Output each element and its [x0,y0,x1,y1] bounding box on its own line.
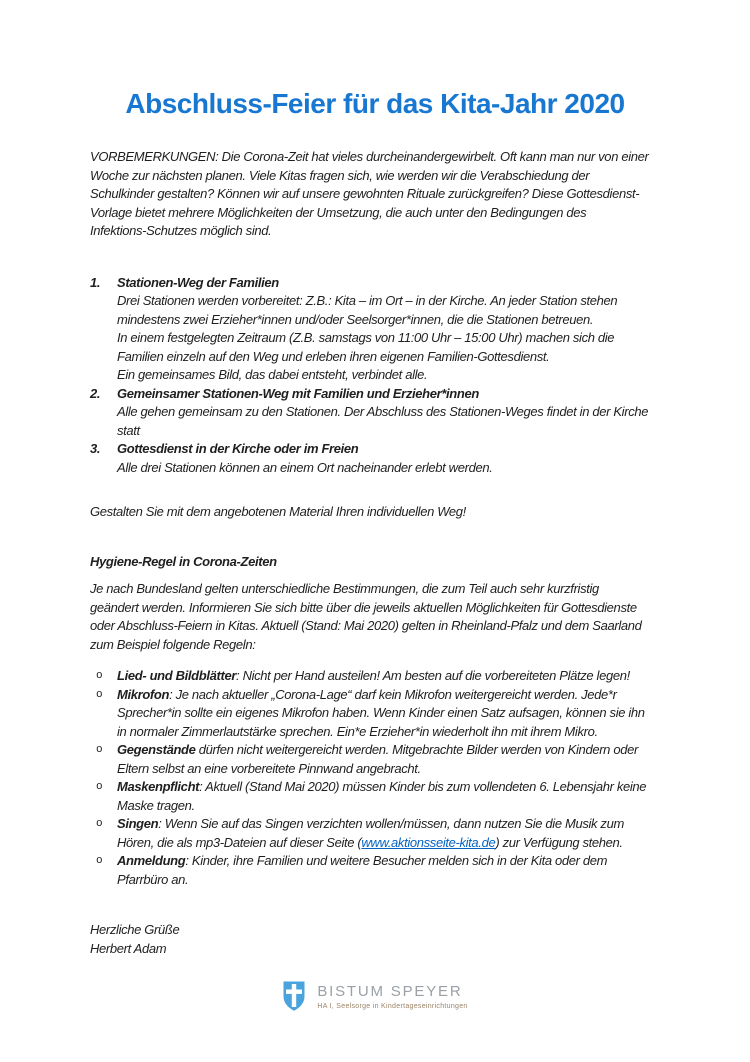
list-item-heading: Gottesdienst in der Kirche oder im Freien [117,441,359,456]
signature-name: Herbert Adam [90,940,167,956]
section-paragraph-line: Je nach Bundesland gelten unterschiedliche Bestimmungen, die zum Teil auch sehr kurzfristig [90,581,599,596]
bullet-text: ) zur Verfügung stehen. [495,834,623,850]
numbered-list [90,274,662,478]
intro-paragraph [90,148,662,241]
bullet-marker-icon: o [96,670,103,682]
bullet-item [90,686,662,742]
list-item-line: In einem festgelegten Zeitraum (Z.B. samstags von 11:00 Uhr – 15:00 Uhr) machen sich die [117,330,615,345]
bullet-line [117,834,662,853]
bullet-text: : Aktuell (Stand Mai 2020) müssen Kinder bis zum vollendeten 6. Lebensjahr keine [199,779,647,794]
list-item-line: statt [117,422,140,438]
list-item-number: 2. [90,385,101,401]
closing-line: Gestalten Sie mit dem angebotenen Material Ihren individuellen Weg! [90,504,466,519]
list-item-line: Familien einzeln auf den Weg und erleben ihren eigenen Familien-Gottesdienst. [117,348,550,364]
section-heading: Hygiene-Regel in Corona-Zeiten [90,553,277,569]
bullet-line [117,778,662,797]
list-item [90,440,662,477]
bullet-item [90,741,662,778]
logo-text [317,980,467,1011]
bullet-lead: Singen [117,816,159,831]
list-item-line: Alle drei Stationen können an einem Ort nacheinander erlebt werden. [117,459,493,475]
bullet-item [90,852,662,889]
intro-line: Woche zur nächsten planen. Viele Kitas fragen sich, wie werden wir die Verabschiedung der [90,167,590,183]
bullet-lead: Maskenpflicht [117,779,200,794]
list-item-line: Drei Stationen werden vorbereitet: Z.B.: Kita – im Ort – in der Kirche. An jeder Station stehen [117,293,618,308]
bullet-line [117,741,662,760]
bullet-marker-icon: o [96,744,103,756]
section-paragraph [90,580,662,654]
bullet-line: Sprecher*in sollte ein eigenes Mikrofon haben. Wenn Kinder einen Satz aufsagen, können sie ihn [117,705,645,720]
bullet-item [90,778,662,815]
bullet-line [117,852,662,871]
bullet-line: in normaler Zimmerlautstärke sprechen. Ein*e Erzieher*in wiederholt ihn mit ihrem Mikro. [117,723,598,739]
list-item-line: mindestens zwei Erzieher*innen und/oder Seelsorger*innen, die die Stationen betreuen. [117,311,594,327]
bullet-lead: Mikrofon [117,686,170,702]
page-title: Abschluss-Feier für das Kita-Jahr 2020 [125,88,625,119]
bullet-line [117,686,662,705]
list-item [90,385,662,441]
aktionsseite-kita-link[interactable]: www.aktionsseite-kita.de [361,834,496,850]
bullet-item [90,815,662,852]
intro-line: Infektions-Schutzes möglich sind. [90,223,272,238]
list-item-heading: Stationen-Weg der Familien [117,274,279,290]
intro-line: VORBEMERKUNGEN: Die Corona-Zeit hat vieles durcheinandergewirbelt. Oft kann man nur von einer [90,149,649,164]
bullet-marker-icon: o [96,855,103,867]
bullet-lead: Anmeldung [117,853,186,868]
bullet-marker-icon: o [96,781,103,793]
section-paragraph-line: geändert werden. Informieren Sie sich bitte über die jeweils aktuellen Möglichkeiten für Gottesdienste [90,599,637,615]
list-item-line: Ein gemeinsames Bild, das dabei entsteht, verbindet alle. [117,367,428,382]
section-paragraph-line: zum Beispiel folgende Regeln: [90,636,256,652]
intro-line: Vorlage bietet mehrere Möglichkeiten der Umsetzung, die auch unter den Bedingungen des [90,204,587,220]
bullet-line: Eltern selbst an eine vorbereitete Pinnwand angebracht. [117,760,421,776]
bullet-line: Maske tragen. [117,797,195,813]
bullet-marker-icon: o [96,688,103,701]
bullet-lead: Lied- und Bildblätter [117,668,237,683]
bullet-line [117,667,662,686]
bullet-line: Pfarrbüro an. [117,871,189,887]
bullet-text: : Wenn Sie auf das Singen verzichten wollen/müssen, dann nutzen Sie die Musik zum [158,816,624,831]
bullet-text: : Kinder, ihre Familien und weitere Besucher melden sich in der Kita oder dem [185,853,608,868]
bullet-line [117,815,662,834]
bullet-text: dürfen nicht weitergereicht werden. Mitgebrachte Bilder werden von Kindern oder [195,742,638,757]
intro-line: Schulkinder gestalten? Können wir auf unsere gewohnten Rituale zurückgreifen? Diese Gottesdienst- [90,186,640,201]
bullet-text: : Je nach aktueller „Corona-Lage“ darf kein Mikrofon weitergereicht werden. Jede*r [169,686,617,702]
logo-department: HA I, Seelsorge in Kindertageseinrichtungen [317,1003,468,1010]
bullet-marker-icon: o [96,818,103,830]
signature-greeting: Herzliche Grüße [90,922,180,937]
list-item-number: 3. [90,441,101,456]
list-item-heading: Gemeinsamer Stationen-Weg mit Familien und Erzieher*innen [117,385,479,401]
signature-block [90,921,662,958]
bullet-lead: Gegenstände [117,742,196,757]
bullet-item [90,667,662,686]
list-item-line: Alle gehen gemeinsam zu den Stationen. Der Abschluss des Stationen-Weges findet in der Kirche [117,404,649,419]
list-item-number: 1. [90,274,101,290]
logo-org-name: BISTUM SPEYER [317,983,463,1000]
bullet-text: Hören, die als mp3-Dateien auf dieser Seite ( [117,834,362,850]
shield-cross-icon [282,980,306,1012]
bullet-text: : Nicht per Hand austeilen! Am besten auf die vorbereiteten Plätze legen! [236,668,630,683]
bullet-list [90,667,662,889]
section-paragraph-line: oder Abschluss-Feiern in Kitas. Aktuell (Stand: Mai 2020) gelten in Rheinland-Pfalz und dem Saarland [90,618,642,633]
list-item [90,274,662,385]
bistum-speyer-logo [0,980,750,1012]
